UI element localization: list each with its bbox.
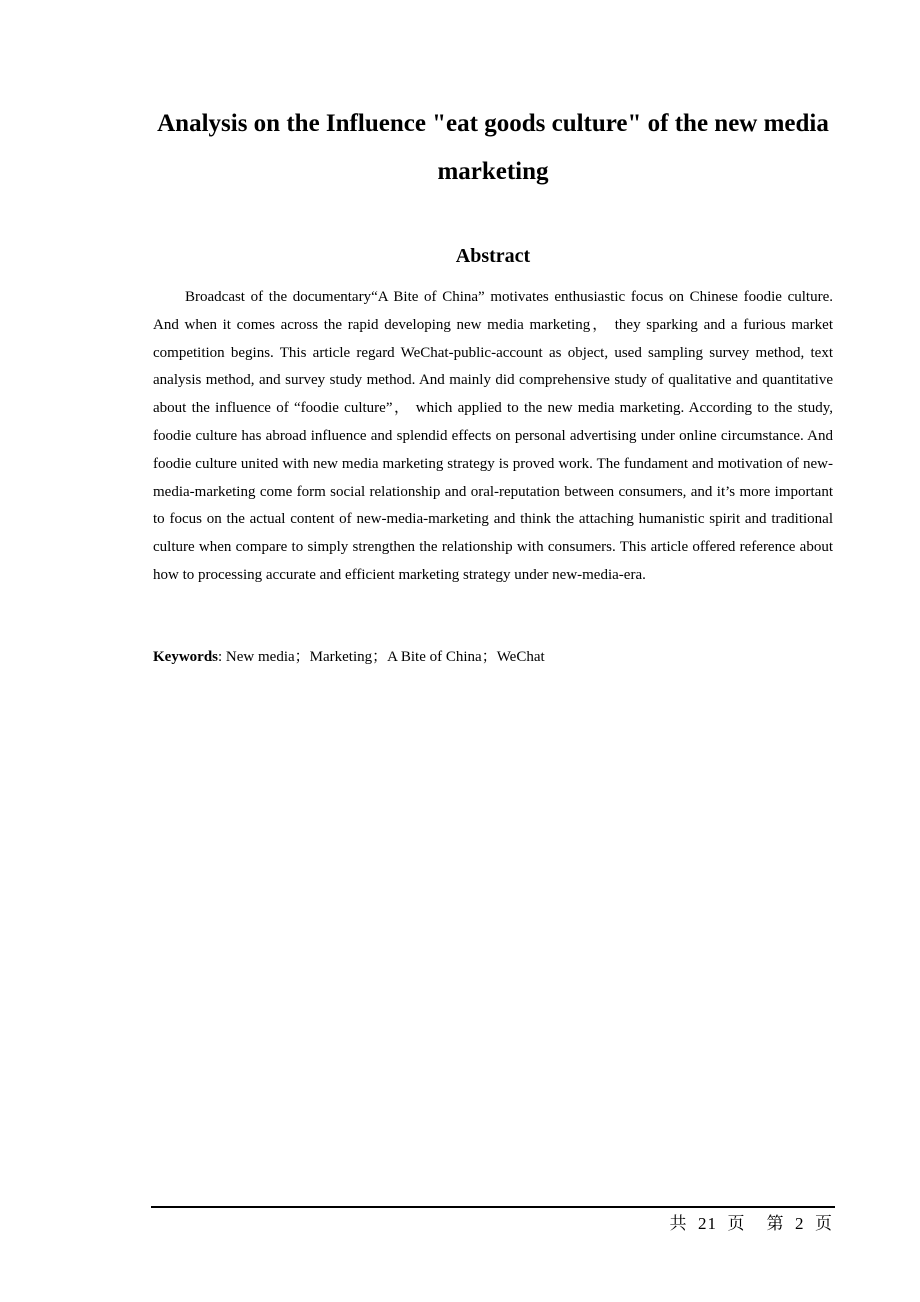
abstract-body: Broadcast of the documentary“A Bite of China” motivates enthusiastic focus on Chinese foodie culture. And when it comes across the rapid developing new media marketing， they sparking and a furious market competition begins. This article regard WeChat-public-account as object, used sampling survey method, text analysis method, and survey study method. And mainly did comprehensive study of qualitative and quantitative about the influence of “foodie culture”， which applied to the new media marketing. According to the study, foodie culture has abroad influence and splendid effects on personal advertising under online circumstance. And foodie culture united with new media marketing strategy is proved work. The fundament and motivation of new-media-marketing come form social relationship and oral-reputation between consumers, and it’s more important to focus on the actual content of new-media-marketing and think the attaching humanistic spirit and traditional culture when compare to simply strengthen the relationship with consumers. This article offered reference about how to processing accurate and efficient marketing strategy under new-media-era. (153, 289, 833, 583)
page-number-footer: 共 21 页 第 2 页 (669, 1214, 833, 1233)
document-title: Analysis on the Influence "eat goods culture" of the new media marketing (157, 110, 829, 185)
abstract-heading: Abstract (455, 245, 531, 267)
keywords-text: : New media；Marketing；A Bite of China；WeChat (218, 649, 545, 665)
footer-divider (151, 1206, 835, 1208)
keywords-line (153, 644, 833, 671)
keywords-label: Keywords (153, 649, 218, 665)
